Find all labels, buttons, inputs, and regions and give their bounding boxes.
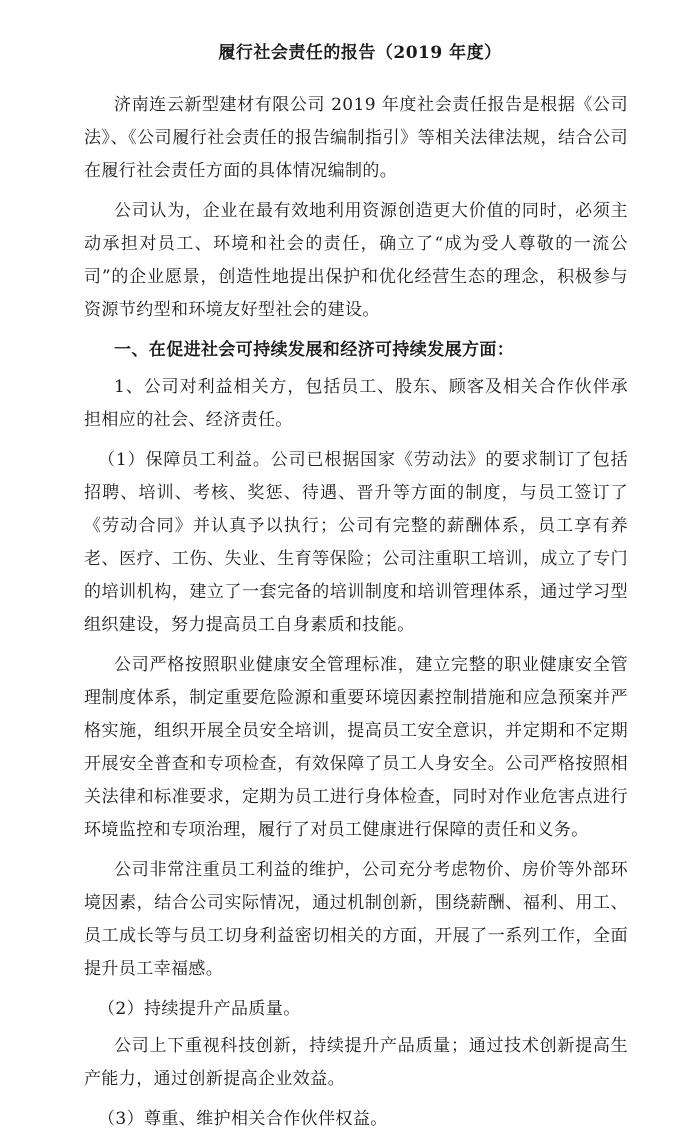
document-title: 履行社会责任的报告（2019 年度） <box>218 43 502 63</box>
paragraph-safety: 公司严格按照职业健康安全管理标准，建立完整的职业健康安全管理制度体系，制定重要危险源和重要环境因素控制措施和应急预案并严格实施，组织开展全员安全培训，提高员工安全意识，并定期和不定期开展安全普查和专项检查，有效保障了员工人身安全。公司严格按照相关法律和标准要求，定期为员工进行身体检查，同时对作业危害点进行环境监控和专项治理，履行了对员工健康进行保障的责任和义务。 <box>84 655 628 840</box>
paragraph-welfare: 公司非常注重员工利益的维护，公司充分考虑物价、房价等外部环境因素，结合公司实际情况，通过机制创新，围绕薪酬、福利、用工、员工成长等与员工切身利益密切相关的方面，开展了一系列工作，全面提升员工幸福感。 <box>84 860 628 979</box>
paragraph-intro: 济南连云新型建材有限公司 2019 年度社会责任报告是根据《公司法》、《公司履行社会责任的报告编制指引》等相关法律法规，结合公司在履行社会责任方面的具体情况编制的。 <box>84 95 628 181</box>
subheading-product-quality: （2）持续提升产品质量。 <box>98 999 301 1019</box>
paragraph-innovation: 公司上下重视科技创新，持续提升产品质量；通过技术创新提高生产能力，通过创新提高企业效益。 <box>84 1036 628 1089</box>
paragraph-vision: 公司认为，企业在最有效地利用资源创造更大价值的同时，必须主动承担对员工、环境和社会的责任，确立了“成为受人尊敬的一流公司”的企业愿景，创造性地提出保护和优化经营生态的理念，积极参与资源节约型和环境友好型社会的建设。 <box>84 201 628 320</box>
subheading-partner-rights: （3）尊重、维护相关合作伙伴权益。 <box>98 1109 388 1129</box>
paragraph-stakeholders: 1、公司对利益相关方，包括员工、股东、顾客及相关合作伙伴承担相应的社会、经济责任。 <box>84 377 628 430</box>
paragraph-employee-interests: （1）保障员工利益。公司已根据国家《劳动法》的要求制订了包括招聘、培训、考核、奖惩、待遇、晋升等方面的制度，与员工签订了《劳动合同》并认真予以执行；公司有完整的薪酬体系，员工享有养老、医疗、工伤、失业、生育等保险；公司注重职工培训，成立了专门的培训机构，建立了一套完备的培训制度和培训管理体系，通过学习型组织建设，努力提高员工自身素质和技能。 <box>84 450 628 635</box>
section-heading-1: 一、在促进社会可持续发展和经济可持续发展方面： <box>114 340 515 360</box>
